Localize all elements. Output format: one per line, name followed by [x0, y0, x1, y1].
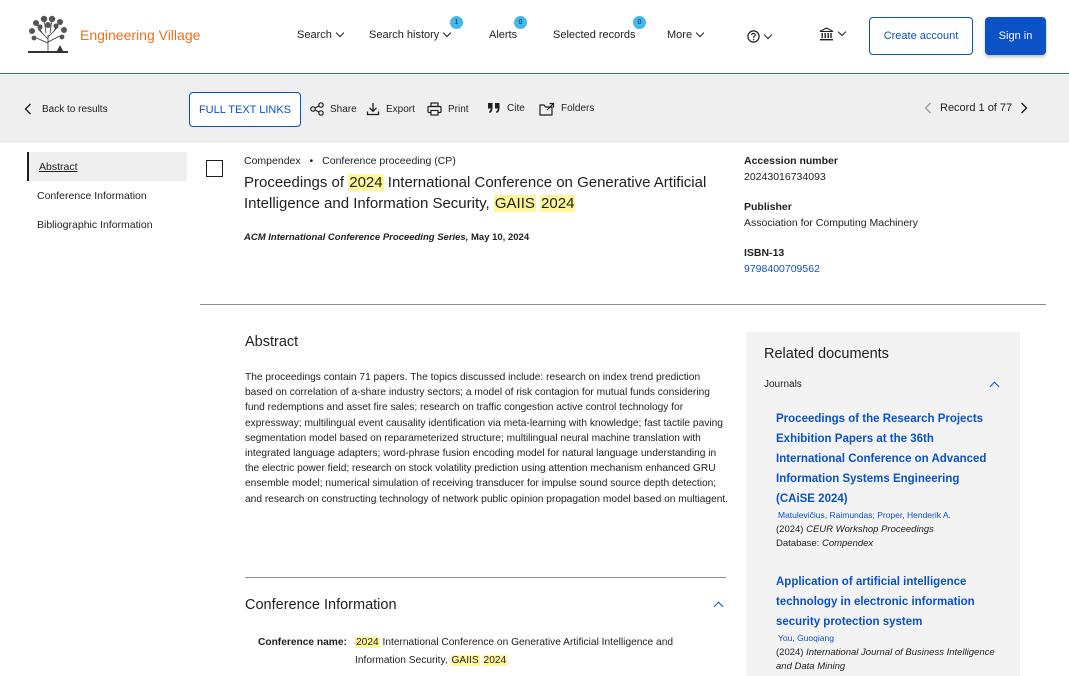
related-doc-publication [776, 523, 996, 551]
full-text-links-button[interactable]: FULL TEXT LINKS [189, 92, 301, 127]
quote-icon [487, 102, 501, 114]
publisher-value: Association for Computing Machinery [744, 217, 918, 229]
cite-button[interactable] [487, 102, 525, 114]
section-divider [200, 304, 1046, 305]
isbn-label: ISBN-13 [744, 247, 785, 259]
back-to-results-label: Back to results [42, 103, 108, 115]
related-doc-journal: CEUR Workshop Proceedings [806, 524, 934, 535]
section-nav-abstract[interactable]: Abstract [27, 152, 187, 181]
publisher-label: Publisher [744, 201, 792, 213]
accession-label: Accession number [744, 155, 838, 167]
search-history-badge: 1 [450, 16, 463, 29]
download-icon [366, 102, 380, 116]
share-icon [310, 102, 324, 116]
publication-date: May 10, 2024 [468, 232, 530, 243]
logo-tree-icon [26, 15, 70, 55]
title-part: International Conference on Generative Artificial Intelligence and Information Security, [244, 174, 707, 212]
related-doc-title-link[interactable]: Proceedings of the Research Projects Exhibition Papers at the 36th International Conference on Advanced Information Systems Engineering (CAiSE 2024) [776, 413, 987, 505]
search-highlight: 2024 [483, 655, 507, 666]
nav-search-history[interactable] [369, 19, 459, 41]
search-highlight: 2024 [349, 174, 383, 191]
accession-block [744, 155, 838, 183]
back-to-results-link[interactable] [24, 103, 108, 115]
alerts-badge: 0 [514, 16, 527, 29]
title-part: Proceedings of [244, 174, 349, 191]
top-header [0, 0, 1069, 74]
institution-menu[interactable] [819, 27, 845, 41]
section-divider [245, 577, 726, 578]
related-doc-db-label: Database: [776, 538, 822, 549]
export-button[interactable] [366, 102, 415, 116]
nav-selected-records[interactable] [553, 19, 642, 41]
print-button[interactable] [427, 102, 469, 116]
chevron-right-icon[interactable] [1020, 102, 1028, 114]
related-doc-year: (2024) [776, 647, 807, 658]
chevron-up-icon [990, 381, 1000, 391]
folders-button[interactable] [539, 101, 594, 116]
related-tab-label: Journals [764, 378, 802, 390]
isbn-block [744, 247, 820, 275]
related-documents-heading: Related documents [764, 346, 889, 362]
record-meta-line [244, 155, 456, 167]
series-name: ACM International Conference Proceeding Series, [244, 232, 469, 243]
section-nav [27, 152, 187, 239]
section-nav-conference-info[interactable]: Conference Information [37, 189, 147, 202]
chevron-down-icon [764, 30, 772, 38]
conference-name-row [258, 634, 728, 670]
create-account-button[interactable]: Create account [869, 17, 973, 55]
folder-add-icon [539, 101, 555, 116]
search-highlight: 2024 [356, 637, 379, 648]
conference-info-heading: Conference Information [245, 597, 397, 613]
brand-name: Engineering Village [80, 27, 201, 43]
chevron-down-icon [838, 28, 846, 36]
brand-logo[interactable] [26, 15, 200, 55]
document-type: Conference proceeding (CP) [322, 155, 456, 167]
publisher-block [744, 201, 918, 229]
record-pager [924, 102, 1028, 114]
related-doc-authors[interactable]: You, Guoqiang [778, 633, 834, 643]
database-name: Compendex [244, 155, 301, 167]
nav-alerts[interactable] [489, 19, 523, 41]
chevron-left-icon [24, 103, 32, 115]
record-toolbar [0, 75, 1069, 143]
chevron-down-icon [336, 29, 344, 37]
related-doc-item [746, 572, 1020, 674]
institution-icon [819, 27, 834, 41]
record-title [244, 172, 714, 214]
related-documents-panel [746, 332, 1020, 676]
chevron-down-icon [443, 29, 451, 37]
related-journals-toggle[interactable] [746, 369, 1020, 399]
abstract-text: The proceedings contain 71 papers. The topics discussed include: research on index trend prediction based on correlation of a-share industry sectors; a model of risk contagion for mutual funds considering fund redemptions and asset fire sales; research on traffic congestion active control technology for expressway; multilingual event causality identification via meta-learning with knowledge; fast tactile paving segmentation model based on reparameterized structure; multilingual neural machine translation with integrated language adapters; word-phrase fusion encoding model for natural language understanding in the electric power field; research on stock volatility prediction using attention mechanism enhanced GRU ensemble model; numerical simulation of receiving transducer for impulse sound source depth detection; and research on constructing technology of network public opinion propagation model based on multiagent. [245, 372, 729, 505]
record-source [244, 232, 529, 243]
search-highlight: 2024 [541, 195, 575, 212]
share-label: Share [330, 103, 357, 115]
folders-label: Folders [561, 103, 595, 114]
record-position: Record 1 of 77 [940, 102, 1013, 114]
nav-alerts-label: Alerts [489, 29, 518, 41]
nav-selected-records-label: Selected records [553, 29, 636, 41]
related-doc-journal: International Journal of Business Intelligence and Data Mining [776, 647, 995, 672]
conference-name-value [355, 634, 705, 670]
conference-name-label: Conference name: [258, 637, 347, 648]
search-highlight: GAIIS [494, 195, 535, 212]
select-record-checkbox[interactable] [206, 160, 223, 177]
related-doc-db: Compendex [821, 538, 874, 549]
related-doc-title-link[interactable]: Application of artificial intelligence technology in electronic information security protection system [776, 576, 975, 628]
related-doc-item [746, 409, 1020, 551]
isbn-link[interactable]: 9798400709562 [744, 263, 820, 275]
help-icon [747, 30, 760, 43]
sign-in-button[interactable]: Sign in [985, 17, 1046, 55]
section-nav-bibliographic-info[interactable]: Bibliographic Information [37, 218, 153, 231]
nav-search-label: Search [297, 29, 332, 41]
nav-more[interactable] [667, 29, 703, 41]
export-label: Export [386, 103, 415, 115]
print-icon [427, 102, 442, 116]
selected-records-badge: 0 [633, 16, 646, 29]
conference-name-part: International Conference on Generative Artificial Intelligence and Information Security, [355, 637, 674, 666]
related-doc-year: (2024) [776, 524, 807, 535]
chevron-left-icon[interactable] [924, 102, 932, 114]
related-doc-publication [776, 646, 996, 674]
nav-search[interactable] [297, 29, 343, 41]
cite-label: Cite [507, 102, 525, 114]
chevron-up-icon[interactable] [714, 602, 724, 612]
print-label: Print [448, 103, 469, 115]
help-menu[interactable] [747, 30, 771, 43]
search-highlight: GAIIS [451, 655, 479, 666]
nav-search-history-label: Search history [369, 29, 440, 41]
accession-value: 20243016734093 [744, 171, 826, 183]
nav-more-label: More [667, 29, 693, 41]
meta-separator: • [309, 155, 314, 167]
share-button[interactable] [310, 102, 357, 116]
related-doc-authors[interactable]: Matulevičius, Raimundas; Proper, Henderik A. [778, 510, 951, 520]
chevron-down-icon [696, 29, 704, 37]
abstract-heading: Abstract [245, 334, 299, 350]
